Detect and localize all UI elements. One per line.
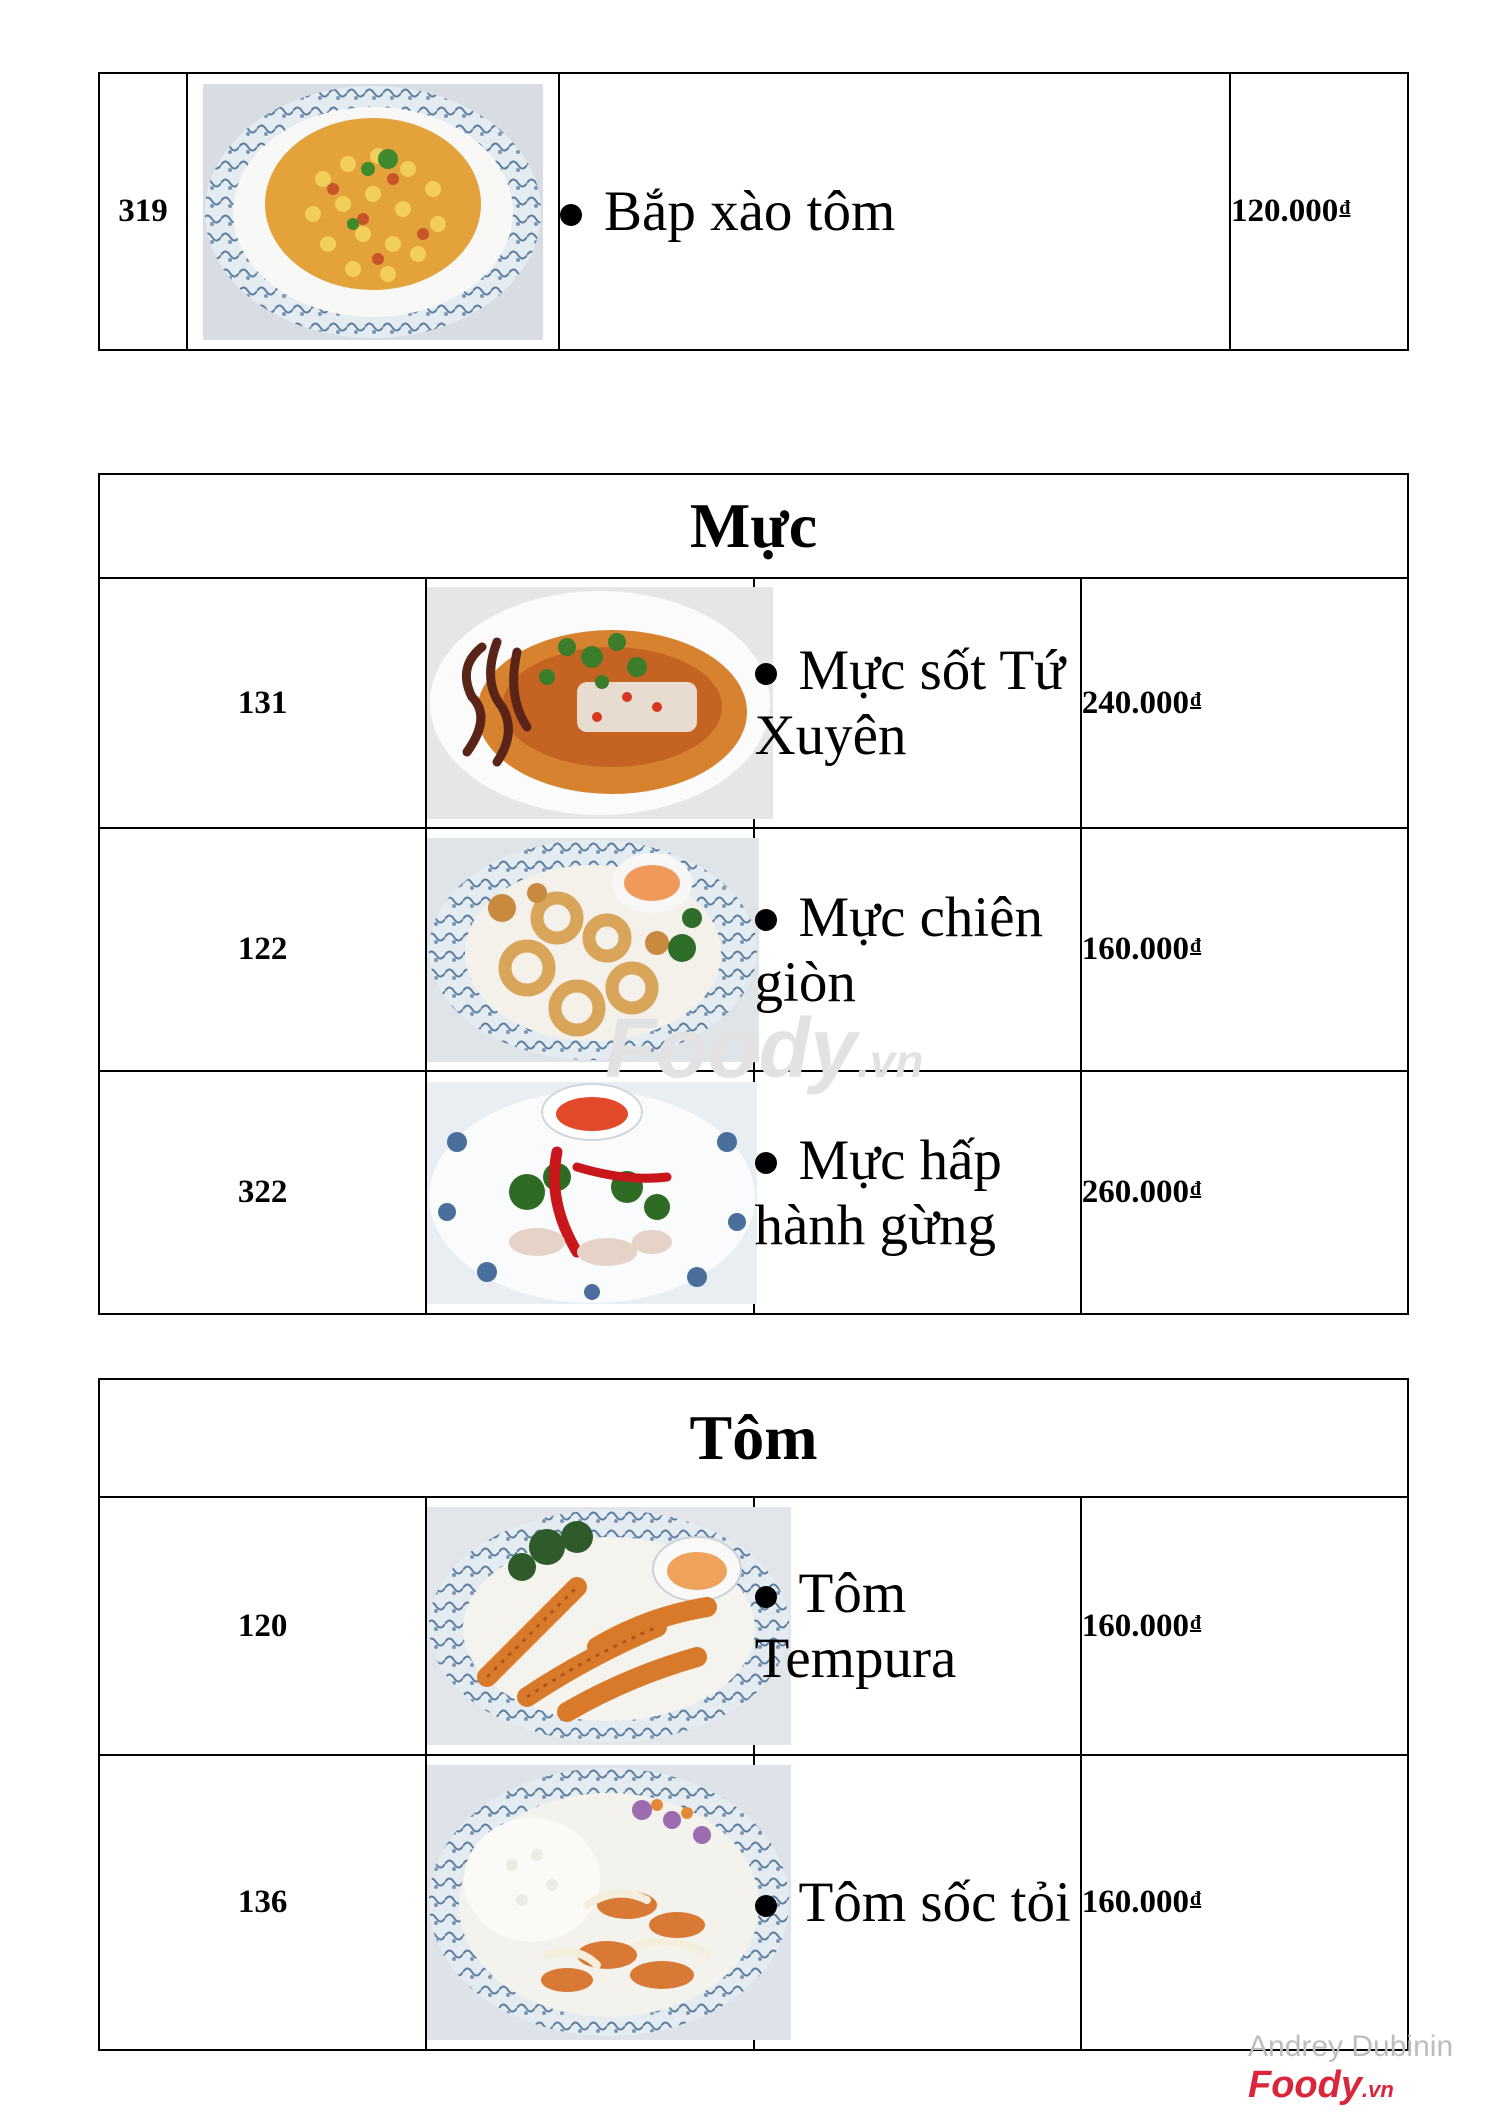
- bullet-icon: [755, 1586, 777, 1608]
- bullet-icon: [755, 1895, 777, 1917]
- bullet-icon: [755, 1152, 777, 1174]
- dish-name: Mực sốt Tứ Xuyên: [754, 639, 1066, 767]
- item-code: 136: [99, 1755, 426, 2050]
- currency-symbol: đ: [1190, 688, 1202, 711]
- menu-table-top: [98, 72, 1409, 351]
- menu-table-tom: [98, 1378, 1409, 2051]
- dish-image: [187, 73, 559, 350]
- section-title: Tôm: [99, 1379, 1408, 1497]
- foody-watermark: Foody.vn: [605, 1001, 924, 1095]
- item-code: 322: [99, 1071, 426, 1314]
- dish-name: Mực chiên giòn: [754, 885, 1044, 1014]
- price-cell: [1230, 73, 1408, 350]
- item-code: 131: [99, 578, 426, 828]
- price: 160.000: [1081, 1884, 1189, 1920]
- table-row: [99, 1497, 1408, 1755]
- foody-logo: Foody.vn: [1248, 2064, 1394, 2106]
- price-cell: [1081, 1497, 1408, 1755]
- dish-name-cell: [754, 1071, 1081, 1314]
- currency-symbol: đ: [1339, 197, 1351, 219]
- price: 120.000: [1231, 193, 1339, 229]
- currency-symbol: đ: [1190, 1888, 1202, 1910]
- dish-image: [426, 1497, 753, 1755]
- table-row: [99, 578, 1408, 828]
- squid-sichuan-plate: [427, 587, 773, 819]
- currency-symbol: đ: [1190, 1611, 1202, 1634]
- price-cell: [1081, 578, 1408, 828]
- bullet-icon: [560, 204, 582, 226]
- garlic-shrimp-plate: [427, 1765, 791, 2040]
- price: 260.000: [1081, 1174, 1189, 1210]
- shrimp-tempura-plate: [427, 1507, 791, 1745]
- currency-symbol: đ: [1190, 935, 1202, 957]
- price-cell: [1081, 1071, 1408, 1314]
- table-row: [99, 73, 1408, 350]
- item-code: 122: [99, 828, 426, 1071]
- author-watermark: Andrey Dubinin: [1248, 2030, 1454, 2063]
- menu-table-muc: [98, 473, 1409, 1315]
- bullet-icon: [755, 909, 777, 931]
- price: 160.000: [1081, 931, 1189, 967]
- dish-name-cell: [754, 1497, 1081, 1755]
- price: 240.000: [1081, 684, 1189, 721]
- dish-name-cell: [754, 1755, 1081, 2050]
- foody-logo-suffix: .vn: [1361, 2077, 1394, 2102]
- bullet-icon: [755, 663, 777, 685]
- dish-image: [426, 578, 753, 828]
- dish-name: Tôm sốc tỏi: [798, 1871, 1071, 1934]
- price-cell: [1081, 1755, 1408, 2050]
- item-code: 120: [99, 1497, 426, 1755]
- section-header-row: [99, 1379, 1408, 1497]
- foody-watermark-suffix: .vn: [856, 1035, 924, 1087]
- corn-shrimp-plate: [203, 84, 543, 340]
- table-row: [99, 1071, 1408, 1314]
- dish-name: Mực hấp hành gừng: [754, 1128, 1002, 1257]
- table-row: [99, 1755, 1408, 2050]
- dish-image: [426, 1071, 753, 1314]
- item-code: 319: [99, 73, 187, 350]
- dish-name: Bắp xào tôm: [604, 180, 896, 243]
- section-header-row: [99, 474, 1408, 578]
- price: 160.000: [1081, 1607, 1189, 1644]
- steamed-squid-plate: [427, 1082, 757, 1304]
- currency-symbol: đ: [1190, 1178, 1202, 1200]
- section-title: Mực: [99, 474, 1408, 578]
- dish-name-cell: [754, 578, 1081, 828]
- price-cell: [1081, 828, 1408, 1071]
- dish-image: [426, 1755, 753, 2050]
- dish-name: Tôm Tempura: [754, 1562, 957, 1690]
- dish-name-cell: [559, 73, 1230, 350]
